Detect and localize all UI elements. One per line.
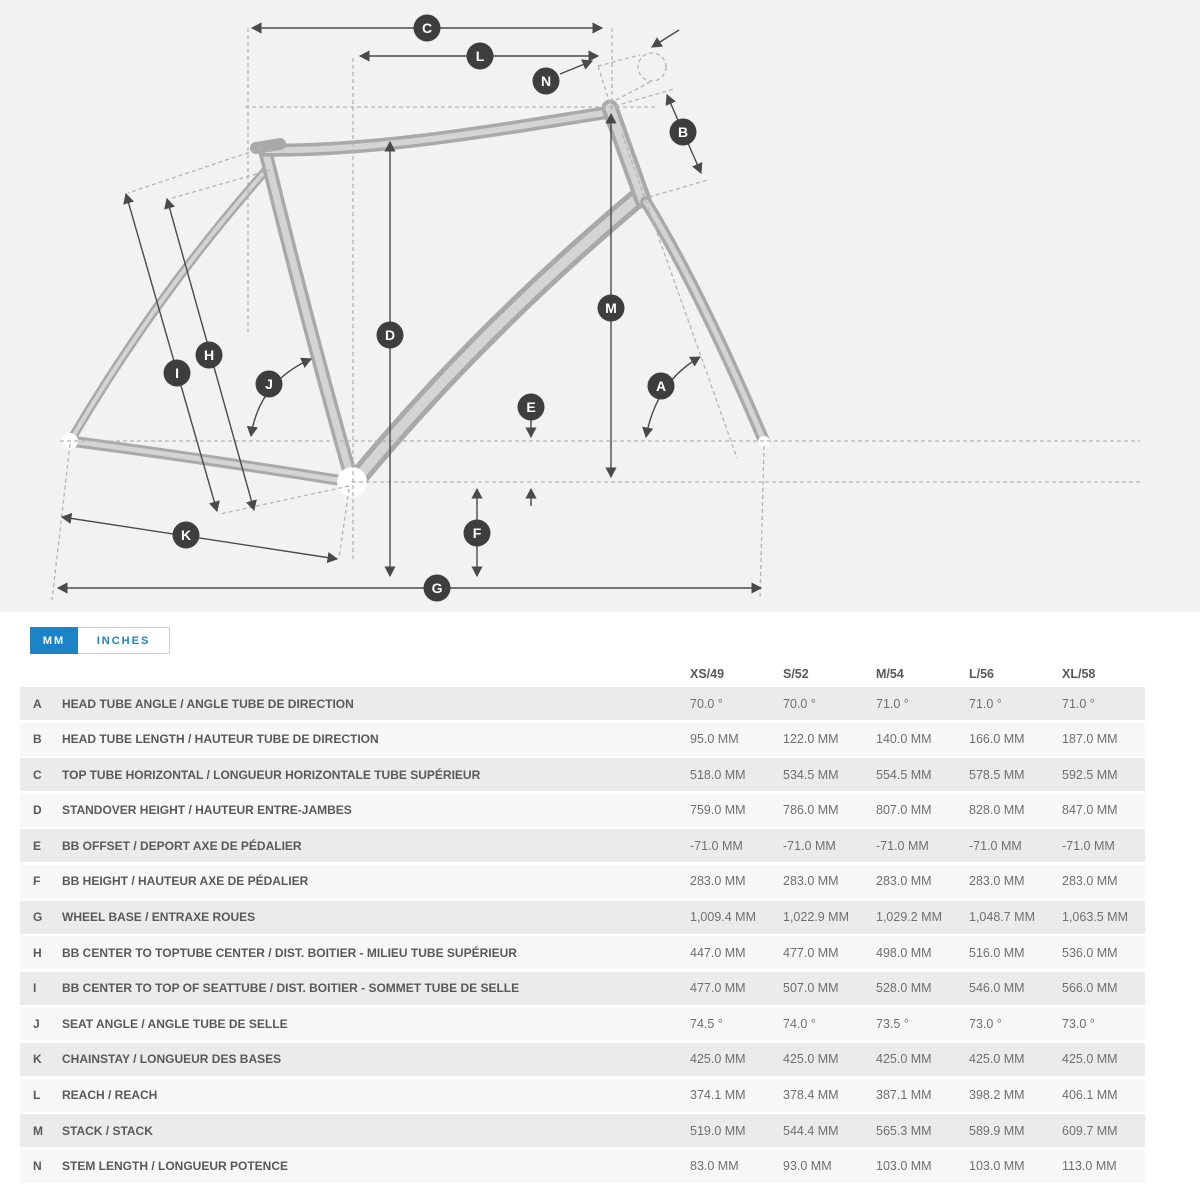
table-row (20, 687, 1145, 720)
row-value: 425.0 MM (690, 1052, 746, 1067)
row-value: 759.0 MM (690, 803, 746, 818)
row-value: 387.1 MM (876, 1088, 932, 1103)
row-value: 378.4 MM (783, 1088, 839, 1103)
row-value: 187.0 MM (1062, 732, 1118, 747)
size-header-m: M/54 (876, 667, 904, 681)
table-row (20, 1079, 1145, 1112)
row-letter: A (33, 696, 42, 711)
row-value: 1,063.5 MM (1062, 910, 1129, 925)
mm-toggle-button[interactable]: MM (30, 627, 78, 654)
row-letter: L (33, 1088, 41, 1103)
row-label: SEAT ANGLE / ANGLE TUBE DE SELLE (62, 1016, 288, 1031)
row-label: BB OFFSET / DEPORT AXE DE PÉDALIER (62, 838, 302, 853)
size-header-s: S/52 (783, 667, 809, 681)
row-value: 122.0 MM (783, 732, 839, 747)
dim-label-f (464, 520, 491, 547)
row-value: 477.0 MM (783, 945, 839, 960)
row-label: BB HEIGHT / HAUTEUR AXE DE PÉDALIER (62, 874, 309, 889)
row-value: 83.0 MM (690, 1159, 739, 1174)
row-value: 786.0 MM (783, 803, 839, 818)
table-row (20, 1114, 1145, 1147)
row-value: 93.0 MM (783, 1159, 832, 1174)
row-value: 589.9 MM (969, 1123, 1025, 1138)
row-value: 447.0 MM (690, 945, 746, 960)
row-letter: G (33, 910, 43, 925)
row-value: 113.0 MM (1062, 1159, 1117, 1174)
row-label: HEAD TUBE ANGLE / ANGLE TUBE DE DIRECTION (62, 696, 354, 711)
row-value: -71.0 MM (1062, 838, 1115, 853)
dim-label-h (196, 342, 223, 369)
row-value: 283.0 MM (969, 874, 1025, 889)
row-value: 70.0 ° (783, 696, 816, 711)
svg-text:K: K (180, 527, 192, 543)
dim-label-a (648, 373, 675, 400)
row-label: BB CENTER TO TOP OF SEATTUBE / DIST. BOITIER - SOMMET TUBE DE SELLE (62, 981, 520, 996)
svg-text:G: G (431, 580, 443, 596)
row-value: 536.0 MM (1062, 945, 1118, 960)
row-value: 71.0 ° (876, 696, 909, 711)
row-value: 477.0 MM (690, 981, 746, 996)
row-value: 166.0 MM (969, 732, 1025, 747)
row-letter: J (33, 1016, 40, 1031)
row-value: 74.0 ° (783, 1016, 816, 1031)
row-letter: M (33, 1123, 43, 1138)
row-letter: C (33, 767, 42, 782)
inches-toggle-button[interactable]: INCHES (78, 627, 170, 654)
row-value: 546.0 MM (969, 981, 1025, 996)
row-value: 498.0 MM (876, 945, 932, 960)
row-value: 425.0 MM (783, 1052, 839, 1067)
row-label: STANDOVER HEIGHT / HAUTEUR ENTRE-JAMBES (62, 803, 352, 818)
row-value: 95.0 MM (690, 732, 739, 747)
row-letter: I (33, 981, 37, 996)
svg-text:B: B (677, 124, 689, 140)
row-value: 507.0 MM (783, 981, 839, 996)
dim-labels (164, 15, 697, 602)
dim-label-g (424, 575, 451, 602)
row-label: BB CENTER TO TOPTUBE CENTER / DIST. BOITIER - MILIEU TUBE SUPÉRIEUR (62, 945, 517, 960)
table-row (20, 936, 1145, 969)
svg-text:M: M (605, 300, 617, 316)
svg-text:D: D (384, 327, 396, 343)
table-row (20, 1007, 1145, 1040)
unit-controls (0, 612, 1200, 661)
svg-text:N: N (540, 73, 552, 89)
row-value: 283.0 MM (783, 874, 839, 889)
table-row (20, 865, 1145, 898)
row-value: 516.0 MM (969, 945, 1025, 960)
svg-text:A: A (655, 378, 667, 394)
row-letter: K (33, 1052, 42, 1067)
row-letter: H (33, 945, 42, 960)
row-value: 566.0 MM (1062, 981, 1118, 996)
size-header-row (20, 661, 1145, 687)
row-label: STEM LENGTH / LONGUEUR POTENCE (62, 1159, 289, 1174)
row-value: 1,022.9 MM (783, 910, 850, 925)
row-value: 544.4 MM (783, 1123, 839, 1138)
row-value: 103.0 MM (876, 1159, 932, 1174)
table-row (20, 1150, 1145, 1183)
row-value: 406.1 MM (1062, 1088, 1118, 1103)
row-value: 554.5 MM (876, 767, 932, 782)
row-value: 1,029.2 MM (876, 910, 943, 925)
dim-label-i (164, 360, 191, 387)
row-value: 609.7 MM (1062, 1123, 1118, 1138)
row-letter: N (33, 1159, 42, 1174)
table-row (20, 723, 1145, 756)
size-header-xs: XS/49 (690, 667, 725, 681)
row-letter: F (33, 874, 41, 889)
row-value: 283.0 MM (876, 874, 932, 889)
row-label: TOP TUBE HORIZONTAL / LONGUEUR HORIZONTALE TUBE SUPÉRIEUR (62, 767, 481, 782)
svg-text:F: F (472, 525, 482, 541)
dim-label-n (533, 68, 560, 95)
row-value: 283.0 MM (690, 874, 746, 889)
row-value: 73.5 ° (876, 1016, 909, 1031)
row-value: 425.0 MM (876, 1052, 932, 1067)
geometry-table-body (20, 687, 1145, 1183)
svg-text:L: L (475, 48, 485, 64)
row-value: 534.5 MM (783, 767, 839, 782)
svg-text:J: J (265, 376, 273, 392)
row-value: 103.0 MM (969, 1159, 1025, 1174)
row-value: 592.5 MM (1062, 767, 1118, 782)
unit-toggle (30, 627, 170, 654)
row-label: REACH / REACH (62, 1088, 158, 1103)
dim-label-m (598, 295, 625, 322)
size-header-l: L/56 (969, 667, 995, 681)
dimension-arrows (58, 28, 761, 588)
row-value: 425.0 MM (1062, 1052, 1118, 1067)
table-row (20, 972, 1145, 1005)
row-value: -71.0 MM (969, 838, 1022, 853)
table-row (20, 829, 1145, 862)
row-value: 565.3 MM (876, 1123, 932, 1138)
row-value: 519.0 MM (690, 1123, 746, 1138)
row-value: 70.0 ° (690, 696, 723, 711)
row-value: 807.0 MM (876, 803, 932, 818)
row-value: 283.0 MM (1062, 874, 1118, 889)
row-letter: E (33, 838, 42, 853)
geometry-table (20, 661, 1145, 1183)
row-value: 73.0 ° (969, 1016, 1002, 1031)
row-letter: D (33, 803, 42, 818)
row-value: 74.5 ° (690, 1016, 723, 1031)
row-value: 828.0 MM (969, 803, 1025, 818)
row-value: -71.0 MM (690, 838, 743, 853)
row-letter: B (33, 732, 42, 747)
dim-label-l (467, 43, 494, 70)
svg-text:H: H (203, 347, 215, 363)
row-value: 71.0 ° (1062, 696, 1095, 711)
row-label: STACK / STACK (62, 1123, 153, 1138)
size-header-xl: XL/58 (1062, 667, 1096, 681)
row-value: -71.0 MM (876, 838, 929, 853)
row-value: 140.0 MM (876, 732, 932, 747)
row-value: 528.0 MM (876, 981, 932, 996)
row-label: WHEEL BASE / ENTRAXE ROUES (62, 910, 256, 925)
row-value: 1,009.4 MM (690, 910, 757, 925)
dim-label-e (518, 394, 545, 421)
row-value: 73.0 ° (1062, 1016, 1095, 1031)
dim-label-k (173, 522, 200, 549)
row-value: 71.0 ° (969, 696, 1002, 711)
row-value: 374.1 MM (690, 1088, 746, 1103)
dim-label-c (414, 15, 441, 42)
row-value: 578.5 MM (969, 767, 1025, 782)
row-value: 518.0 MM (690, 767, 746, 782)
row-value: 1,048.7 MM (969, 910, 1036, 925)
dim-label-j (256, 371, 283, 398)
table-row (20, 901, 1145, 934)
table-row (20, 758, 1145, 791)
bike-frame-illustration (62, 108, 770, 497)
dim-label-d (377, 322, 404, 349)
row-label: CHAINSTAY / LONGUEUR DES BASES (62, 1052, 282, 1067)
row-value: 425.0 MM (969, 1052, 1025, 1067)
svg-text:I: I (175, 365, 179, 381)
row-value: -71.0 MM (783, 838, 836, 853)
table-row (20, 794, 1145, 827)
table-row (20, 1043, 1145, 1076)
svg-text:E: E (526, 399, 536, 415)
row-label: HEAD TUBE LENGTH / HAUTEUR TUBE DE DIRECTION (62, 732, 379, 747)
row-value: 398.2 MM (969, 1088, 1025, 1103)
svg-text:C: C (421, 20, 433, 36)
row-value: 847.0 MM (1062, 803, 1118, 818)
dim-label-b (670, 119, 697, 146)
